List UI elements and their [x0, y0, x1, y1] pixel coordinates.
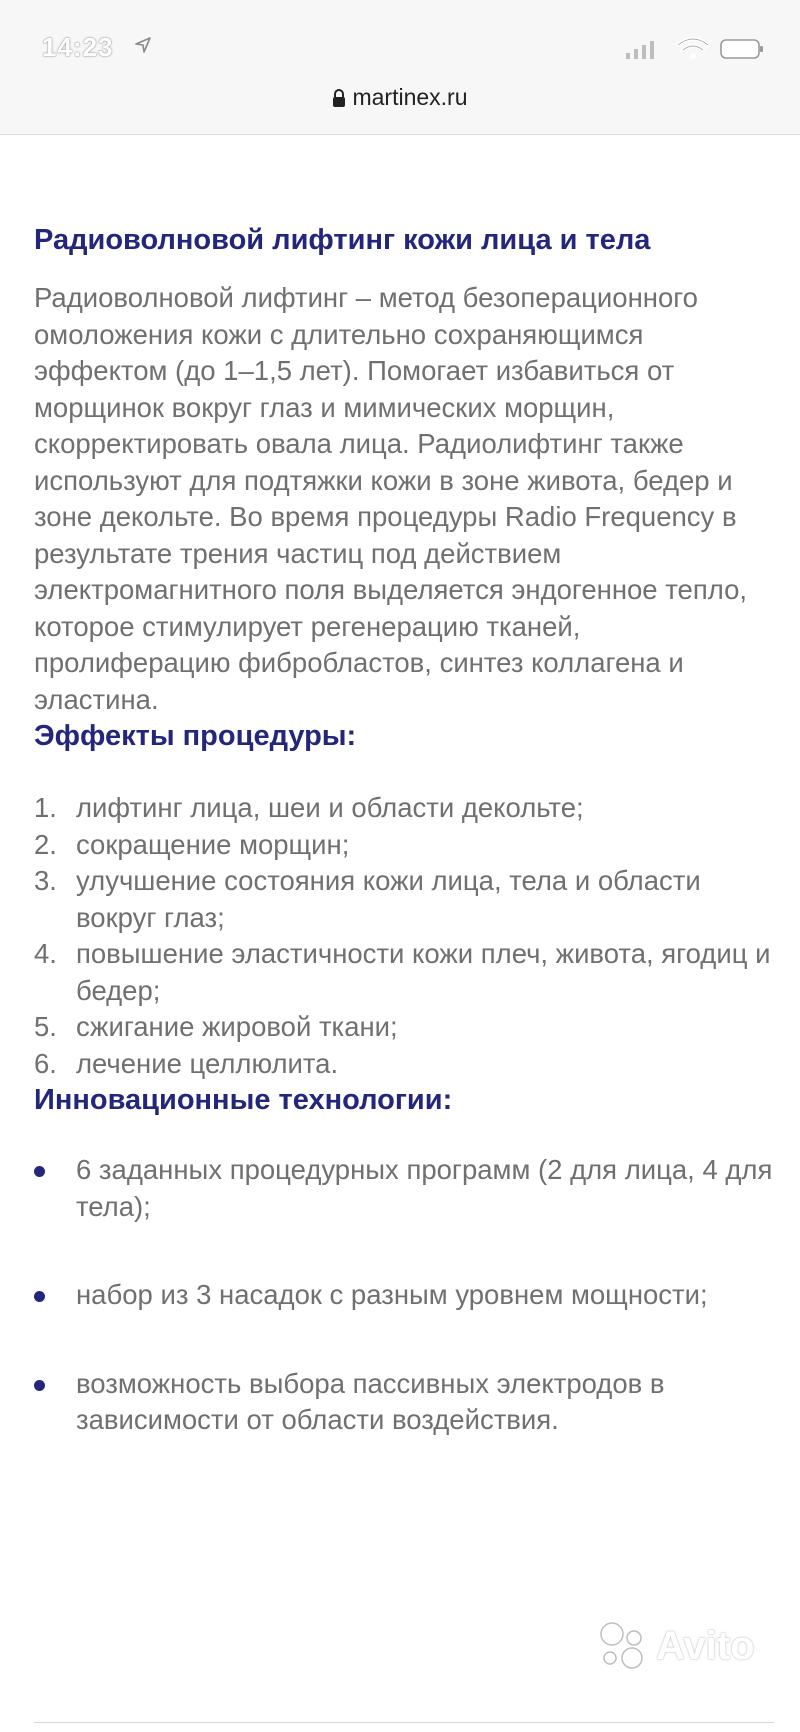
- address-bar[interactable]: [0, 84, 800, 114]
- list-item: [34, 790, 774, 827]
- divider: [34, 1722, 774, 1723]
- list-number: 6.: [34, 1047, 57, 1079]
- tech-heading: Инновационные технологии:: [34, 1084, 453, 1116]
- url-text: martinex.ru: [352, 84, 468, 110]
- list-item: [34, 1366, 774, 1439]
- list-item: [34, 1009, 774, 1046]
- browser-top-bar: [0, 0, 800, 135]
- watermark-text: Avito: [656, 1624, 755, 1668]
- list-item: [34, 827, 774, 864]
- lock-icon: [332, 87, 346, 114]
- list-number: 4.: [34, 938, 57, 969]
- list-number: 2.: [34, 828, 57, 860]
- bullet-icon: [34, 1380, 45, 1391]
- list-text: повышение эластичности кожи плеч, живота, ягодиц и бедер;: [76, 938, 771, 1006]
- list-text: сокращение морщин;: [76, 828, 350, 860]
- list-text: сжигание жировой ткани;: [76, 1011, 398, 1042]
- list-number: 3.: [34, 865, 57, 896]
- list-text: улучшение состояния кожи лица, тела и области вокруг глаз;: [76, 865, 701, 933]
- signal-icon: [624, 38, 664, 60]
- battery-icon: [720, 39, 764, 59]
- wifi-icon: [676, 36, 710, 65]
- list-text: лечение целлюлита.: [76, 1047, 339, 1079]
- location-arrow-icon: [134, 36, 152, 59]
- list-item: [34, 1046, 774, 1083]
- list-number: 1.: [34, 792, 57, 823]
- list-item: [34, 1152, 774, 1225]
- article: [34, 222, 774, 1439]
- article-intro: Радиоволновой лифтинг – метод безоперационного омоложения кожи с длительно сохраняющимся эффектом (до 1–1,5 лет). Помогает избавиться от морщинок вокруг глаз и мимических морщин, скорректировать овала лица. Радиолифтинг также используют для подтяжки кожи в зоне живота, бедер и зоне декольте. Во время процедуры Radio Frequency в результате трения частиц под действием электромагнитного поля выделяется эндогенное тепло, которое стимулирует регенерацию тканей, пролиферацию фибробластов, синтез коллагена и эластина.: [34, 282, 747, 715]
- article-title: Радиоволновой лифтинг кожи лица и тела: [34, 224, 651, 256]
- avito-logo-icon: [596, 1618, 652, 1674]
- effects-list: [34, 790, 774, 1082]
- bullet-icon: [34, 1166, 45, 1177]
- list-text: лифтинг лица, шеи и области декольте;: [76, 792, 584, 823]
- list-text: набор из 3 насадок с разным уровнем мощности;: [76, 1279, 708, 1310]
- bullet-icon: [34, 1291, 45, 1302]
- list-text: возможность выбора пассивных электродов в зависимости от области воздействия.: [76, 1367, 665, 1435]
- list-item: [34, 936, 774, 1009]
- avito-watermark: [596, 1618, 776, 1678]
- list-text: 6 заданных процедурных программ (2 для лица, 4 для тела);: [76, 1154, 773, 1222]
- tech-list: [34, 1152, 774, 1439]
- list-item: [34, 863, 774, 936]
- list-item: [34, 1277, 774, 1314]
- status-time: 14:23: [42, 32, 114, 62]
- effects-heading: Эффекты процедуры:: [34, 720, 357, 752]
- list-number: 5.: [34, 1011, 57, 1042]
